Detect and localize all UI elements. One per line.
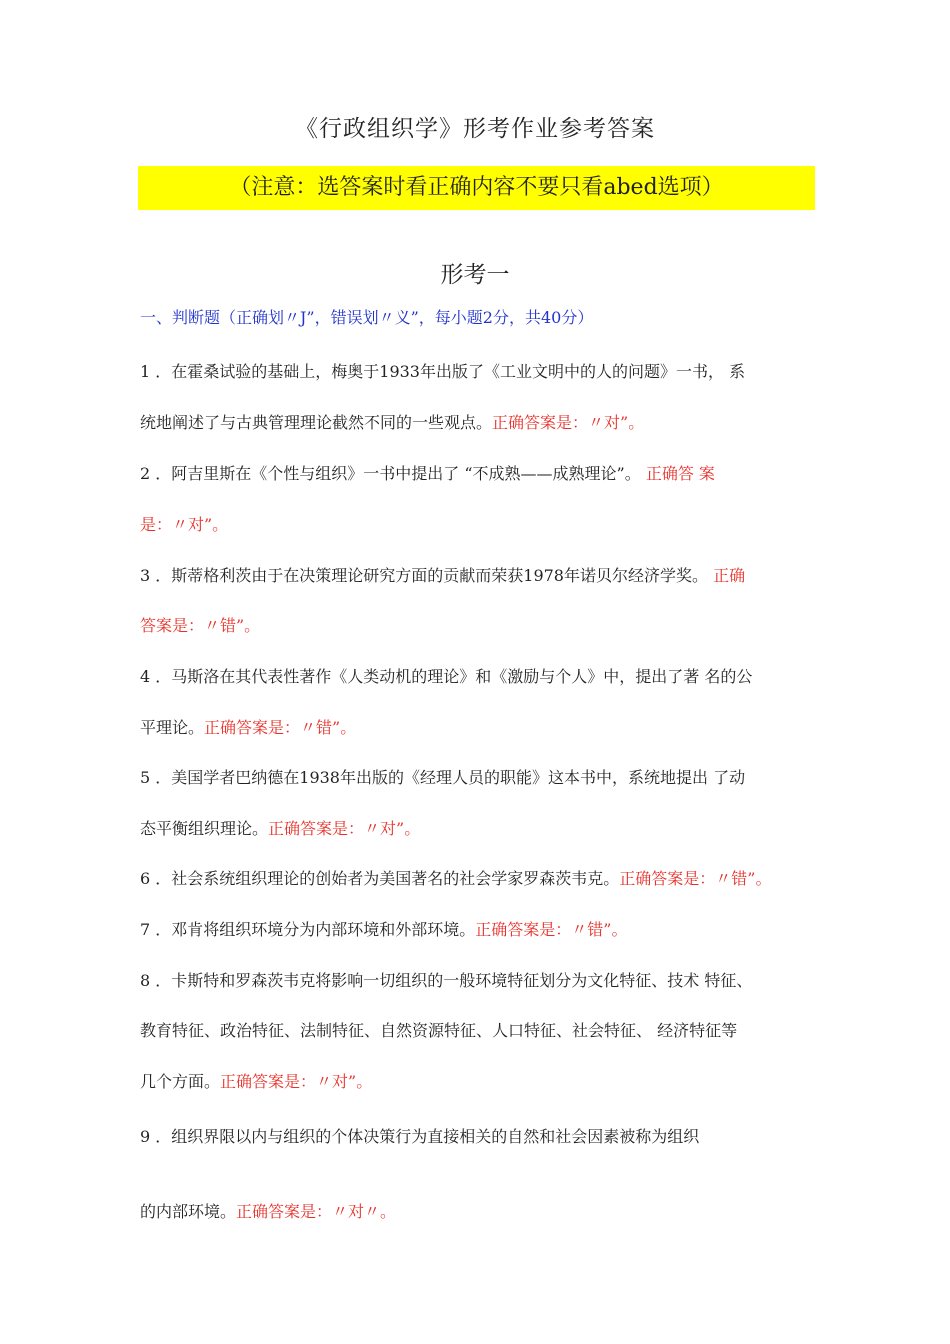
- question-8-line-3: 几个方面。正确答案是：〃对”。: [140, 1072, 373, 1091]
- answer-8: 正确答案是：〃对”。: [220, 1072, 373, 1091]
- notice-banner: （注意：选答案时看正确内容不要只看abed选项）: [138, 166, 815, 210]
- answer-4: 正确答案是：〃错”。: [204, 718, 357, 737]
- answer-5: 正确答案是：〃对”。: [268, 819, 421, 838]
- question-5-line-1: 5 ．美国学者巴纳德在1938年出版的《经理人员的职能》这本书中，系统地提出 了动: [140, 768, 746, 787]
- question-3-line-1: 3 ．斯蒂格利茨由于在决策理论研究方面的贡献而荣获1978年诺贝尔经济学奖。 正确: [140, 566, 746, 585]
- question-8-line-1: 8 ．卡斯特和罗森茨韦克将影响一切组织的一般环境特征划分为文化特征、技术 特征、: [140, 971, 753, 990]
- question-9-line-1: 9 ．组织界限以内与组织的个体决策行为直接相关的自然和社会因素被称为组织: [140, 1127, 700, 1146]
- question-7-line-1: 7 ．邓肯将组织环境分为内部环境和外部环境。正确答案是：〃错”。: [140, 920, 628, 939]
- answer-7: 正确答案是：〃错”。: [475, 920, 628, 939]
- question-1-line-1: 1 ．在霍桑试验的基础上，梅奥于1933年出版了《工业文明中的人的问题》一书， 系: [140, 362, 746, 381]
- question-4-line-2: 平理论。正确答案是：〃错”。: [140, 718, 357, 737]
- question-2-line-1: 2 ．阿吉里斯在《个性与组织》一书中提出了 “不成熟——成熟理论”。 正确答 案: [140, 464, 715, 483]
- question-type-heading: 一、判断题（正确划〃J”，错误划〃义”，每小题2分，共40分）: [140, 308, 594, 327]
- answer-2-part-1: 正确答 案: [645, 464, 715, 483]
- answer-1: 正确答案是：〃对”。: [492, 413, 645, 432]
- section-heading: 形考一: [440, 262, 510, 288]
- question-9-line-2: 的内部环境。正确答案是：〃对〃。: [140, 1202, 397, 1221]
- answer-2-part-2: 是：〃对”。: [140, 515, 229, 534]
- answer-6: 正确答案是：〃错”。: [619, 869, 772, 888]
- question-8-line-2: 教育特征、政治特征、法制特征、自然资源特征、人口特征、社会特征、 经济特征等: [140, 1021, 738, 1040]
- question-2-line-2: [140, 512, 820, 535]
- question-4-line-1: 4 ．马斯洛在其代表性著作《人类动机的理论》和《激励与个人》中，提出了著 名的公: [140, 667, 753, 686]
- question-1-line-2: 统地阐述了与古典管理理论截然不同的一些观点。正确答案是：〃对”。: [140, 413, 645, 432]
- answer-3-part-1: 正确: [713, 566, 746, 585]
- question-5-line-2: 态平衡组织理论。正确答案是：〃对”。: [140, 819, 421, 838]
- answer-3-part-2: 答案是：〃错”。: [140, 616, 261, 635]
- answer-9: 正确答案是：〃对〃。: [236, 1202, 397, 1221]
- question-3-line-2: [140, 613, 820, 636]
- document-title: 《行政组织学》形考作业参考答案: [295, 116, 655, 142]
- question-6-line-1: 6 ．社会系统组织理论的创始者为美国著名的社会学家罗森茨韦克。正确答案是：〃错”。: [140, 869, 772, 888]
